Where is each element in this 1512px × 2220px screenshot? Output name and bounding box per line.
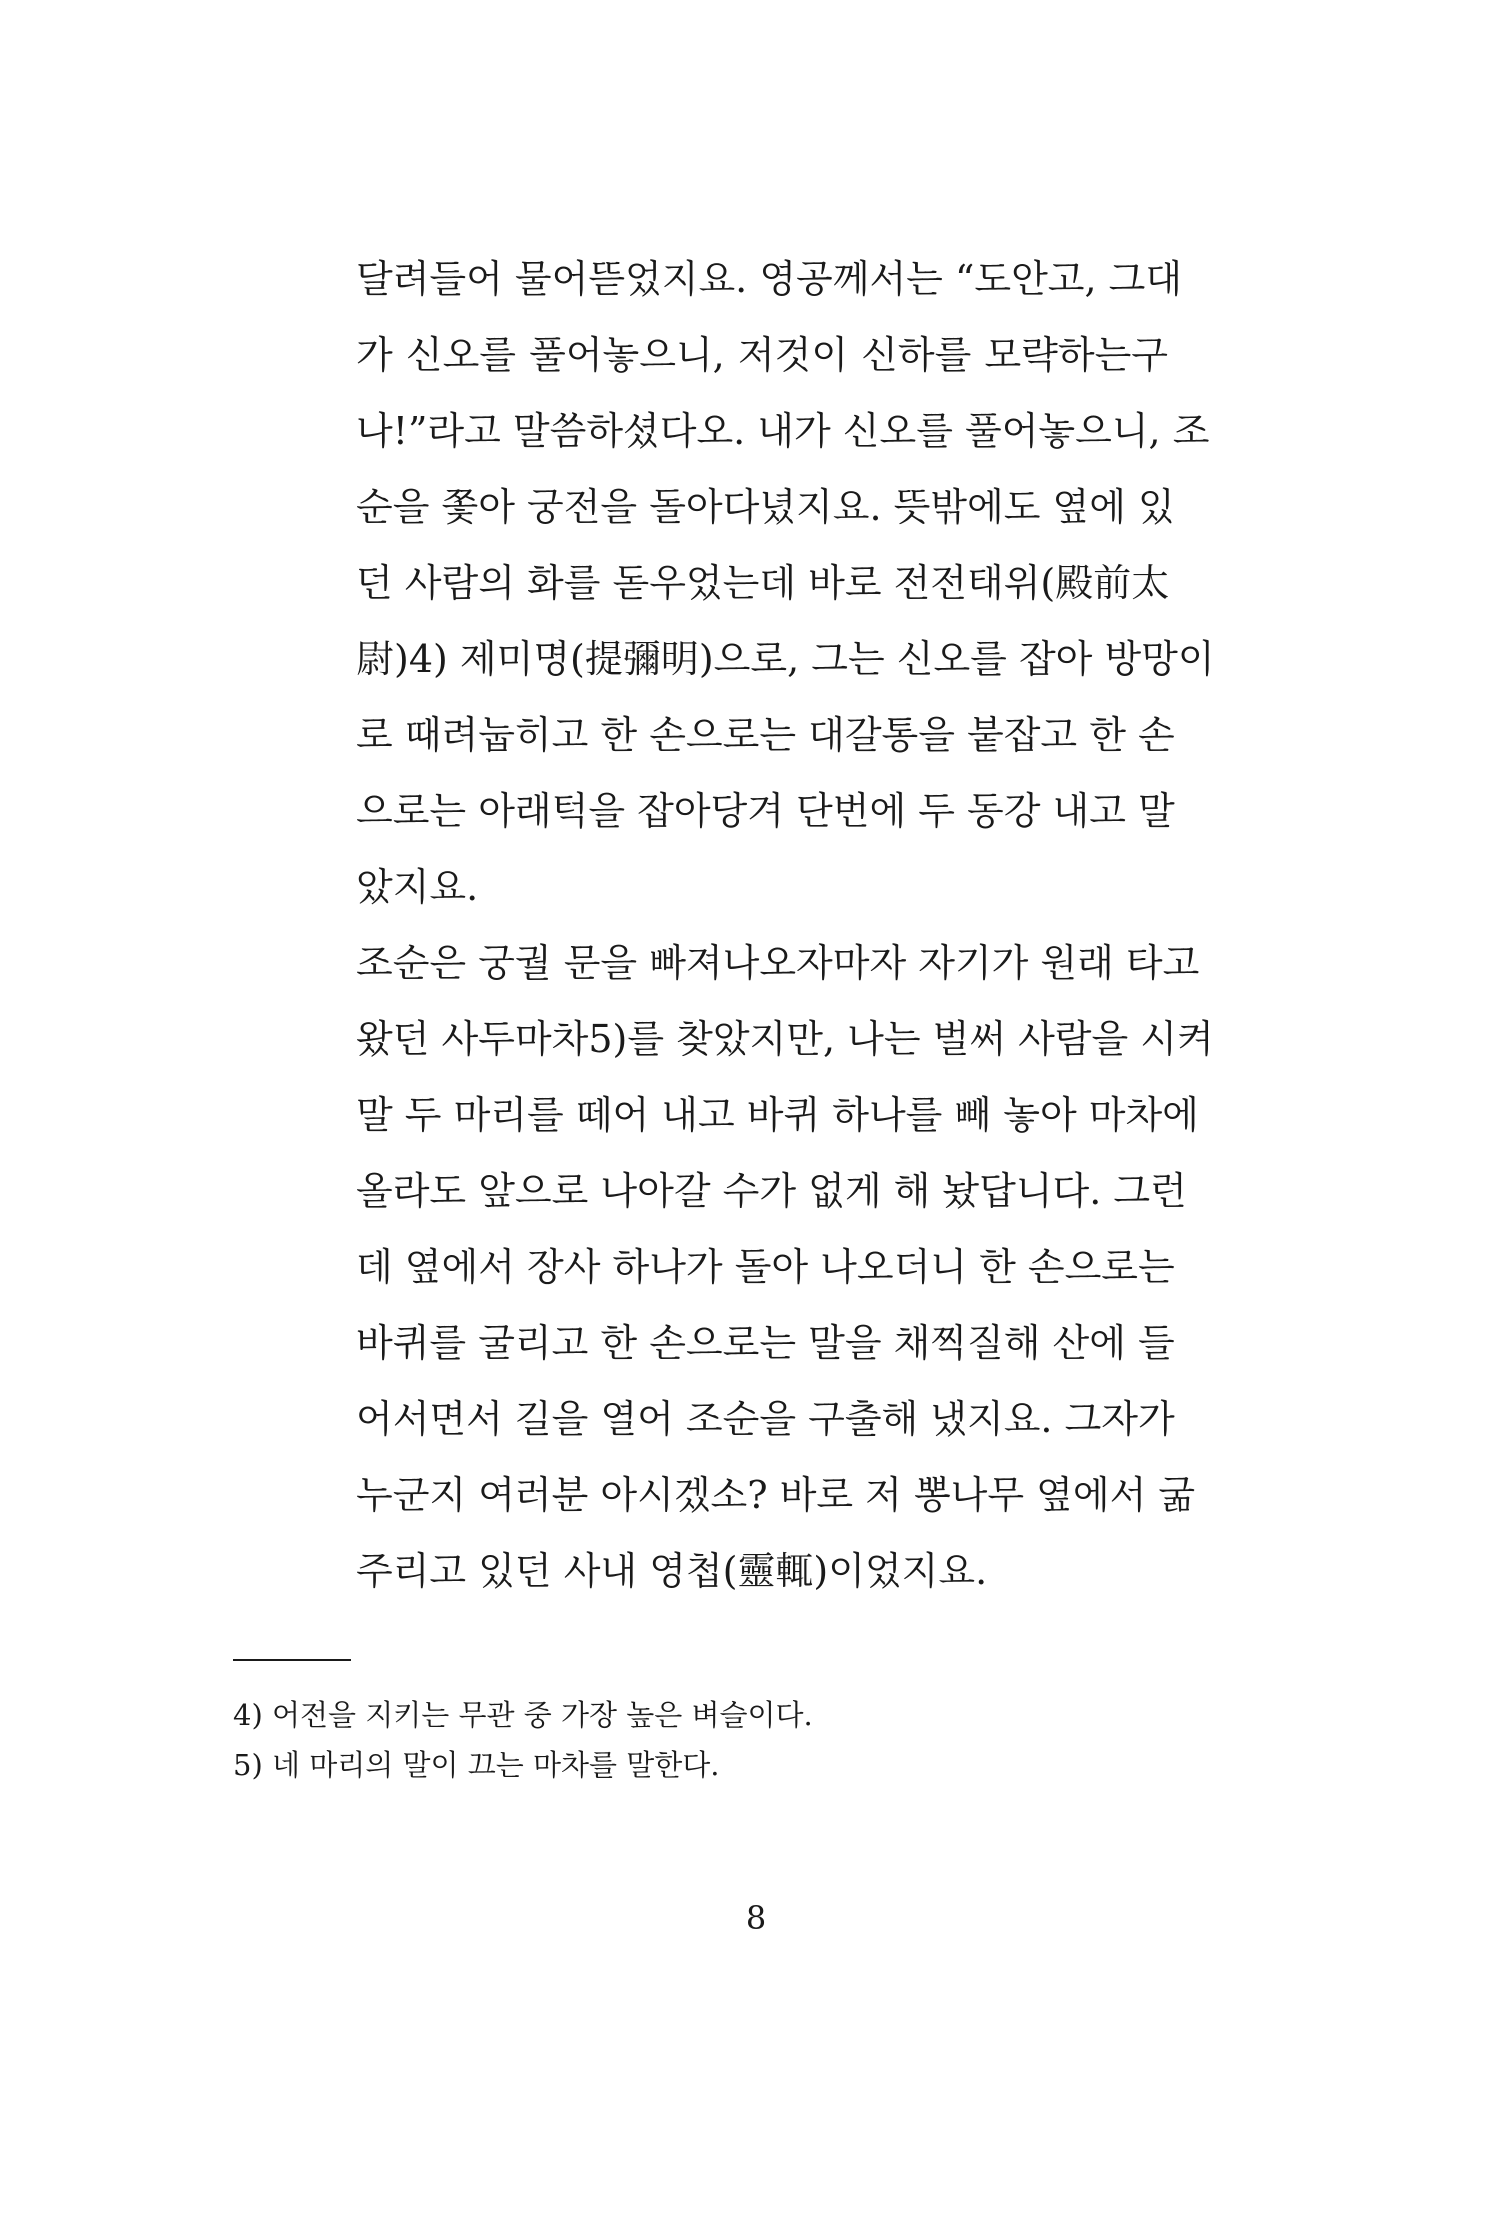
text-line: 나!”라고 말씀하셨다오. 내가 신오를 풀어놓으니, 조: [356, 409, 1210, 453]
footnote-divider: [233, 1659, 351, 1661]
text-line: 조순은 궁궐 문을 빠져나오자마자 자기가 원래 타고: [356, 941, 1200, 985]
text-line: 어서면서 길을 열어 조순을 구출해 냈지요. 그자가: [356, 1397, 1175, 1441]
text-line: 로 때려눕히고 한 손으로는 대갈통을 붙잡고 한 손: [356, 713, 1175, 757]
text-line: 누군지 여러분 아시겠소? 바로 저 뽕나무 옆에서 굶: [356, 1473, 1196, 1517]
footnote-4: 4) 어전을 지키는 무관 중 가장 높은 벼슬이다.: [233, 1698, 813, 1732]
text-line: 가 신오를 풀어놓으니, 저것이 신하를 모략하는구: [356, 333, 1168, 377]
text-line: 주리고 있던 사내 영첩(靈輒)이었지요.: [356, 1549, 988, 1593]
text-line: 데 옆에서 장사 하나가 돌아 나오더니 한 손으로는: [356, 1245, 1175, 1289]
text-line: 던 사람의 화를 돋우었는데 바로 전전태위(殿前太: [356, 561, 1170, 605]
text-line: 왔던 사두마차5)를 찾았지만, 나는 벌써 사람을 시켜: [356, 1017, 1214, 1061]
footnote-5: 5) 네 마리의 말이 끄는 마차를 말한다.: [233, 1748, 720, 1782]
text-line: 으로는 아래턱을 잡아당겨 단번에 두 동강 내고 말: [356, 789, 1175, 833]
text-line: 바퀴를 굴리고 한 손으로는 말을 채찍질해 산에 들: [356, 1321, 1175, 1365]
footnotes: [233, 1690, 1233, 1790]
page-number: 8: [745, 1899, 767, 1937]
text-line: 순을 쫓아 궁전을 돌아다녔지요. 뜻밖에도 옆에 있: [356, 485, 1175, 529]
text-line: 말 두 마리를 떼어 내고 바퀴 하나를 빼 놓아 마차에: [356, 1093, 1199, 1137]
text-line: 尉)4) 제미명(提彌明)으로, 그는 신오를 잡아 방망이: [356, 637, 1215, 681]
text-line: 달려들어 물어뜯었지요. 영공께서는 “도안고, 그대: [356, 257, 1183, 301]
text-line: 올라도 앞으로 나아갈 수가 없게 해 놨답니다. 그런: [356, 1169, 1187, 1213]
text-line: 았지요.: [356, 865, 479, 909]
body-text: [356, 241, 1215, 1609]
